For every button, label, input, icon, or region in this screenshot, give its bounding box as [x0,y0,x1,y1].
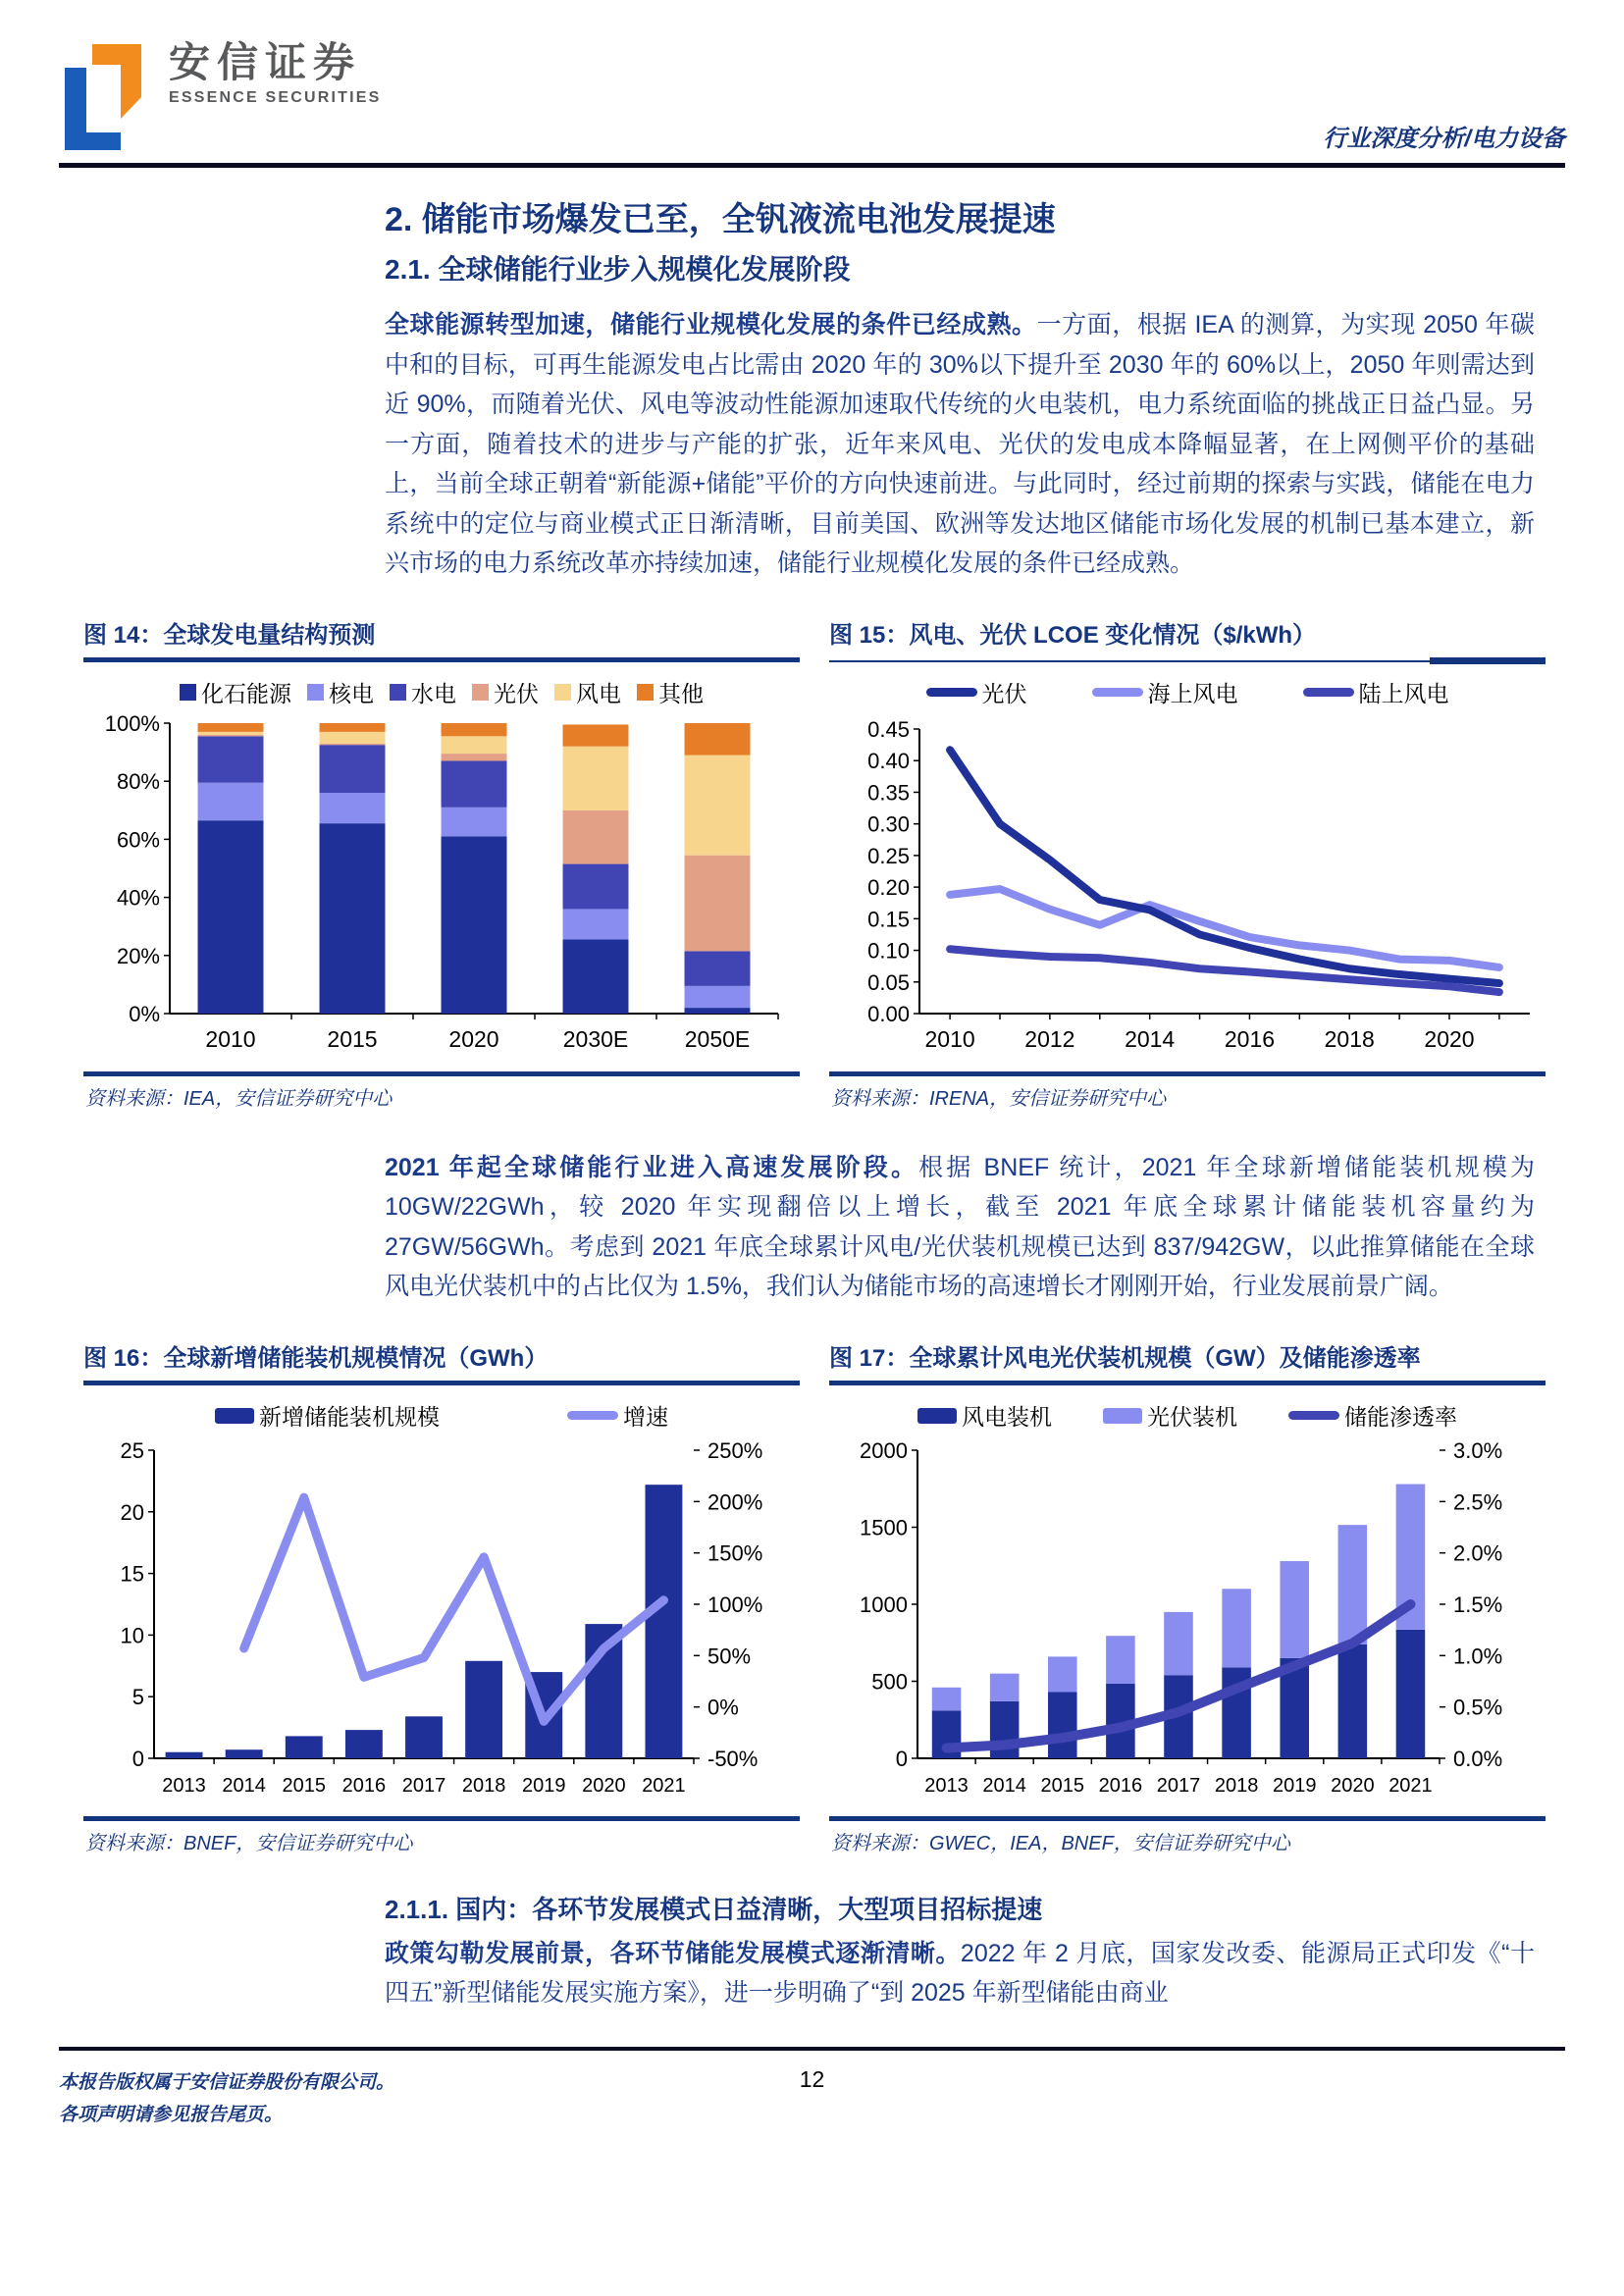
figure-15-source: 资料来源：IRENA，安信证券研究中心 [831,1087,1167,1110]
paragraph-3-body: 2022 年 2 月底，国家发改委、能源局正式印发《“十四五”新型储能发展实施方案》，进一步明确了“到 2025 年新型储能由商业 [385,1939,1535,2007]
svg-text:0.00: 0.00 [867,1001,910,1026]
svg-text:2013: 2013 [924,1774,969,1797]
footer-divider [59,2047,1565,2051]
brand [59,40,382,155]
fig17-chart [829,1436,1545,1801]
svg-text:250%: 250% [707,1437,763,1463]
legend-item [567,1399,668,1432]
legend-label: 水电 [411,681,456,706]
fig15-chart [829,713,1545,1057]
legend-item [180,676,291,708]
paragraph-2-body: 根据 BNEF 统计，2021 年全球新增储能装机规模为 10GW/22GWh，较 2020 年实现翻倍以上增长，截至 2021 年底全球累计储能装机容量约为 27GW/56GWh。考虑到 2021 年底全球累计风电/光伏装机规模已达到 837/942GW，以此推算储能在全球风电光伏装机中的占比仅为 1.5%，我们认为储能市场的高速增长才刚刚开始，行业发展前景广阔。 [385,1153,1535,1300]
svg-text:5: 5 [131,1684,144,1709]
legend-item [554,676,621,708]
figure-row-1 [83,611,1545,1113]
legend-label: 新增储能装机规模 [259,1404,440,1430]
page-footer [59,2047,1565,2145]
paragraph-1-body: 一方面，根据 IEA 的测算，为实现 2050 年碳中和的目标，可再生能源发电占比需由 2020 年的 30%以下提升至 2030 年的 60%以上，2050 年则需达到近 90%，而随着光伏、风电等波动性能源加速取代传统的火电装机，电力系统面临的挑战正日益凸显。另一方面，随着技术的进步与产能的扩张，近年来风电、光伏的发电成本降幅显著，在上网侧平价的基础上，当前全球正朝着“新能源+储能”平价的方向快速前进。与此同时，经过前期的探索与实践，储能在电力系统中的定位与商业模式正日渐清晰，目前美国、欧洲等发达地区储能市场化发展的机制已基本建立，新兴市场的电力系统改革亦持续加速，储能行业规模化发展的条件已经成熟。 [385,311,1535,577]
svg-text:2015: 2015 [282,1774,327,1797]
legend-swatch-icon [926,688,977,697]
subsubsection-title: 2.1.1. 国内：各环节发展模式日益清晰，大型项目招标提速 [385,1894,1043,1924]
svg-text:2013: 2013 [162,1774,206,1797]
figure-14-source: 资料来源：IEA，安信证券研究中心 [85,1087,393,1110]
legend-label: 储能渗透率 [1344,1404,1457,1430]
svg-text:0.25: 0.25 [867,843,910,868]
svg-text:80%: 80% [116,768,160,794]
svg-text:0.5%: 0.5% [1453,1695,1503,1720]
svg-text:2021: 2021 [642,1774,686,1797]
svg-text:0.05: 0.05 [867,969,910,995]
svg-text:2020: 2020 [1424,1025,1475,1052]
body-text-column-2 [385,1148,1535,1307]
svg-text:2017: 2017 [1156,1774,1201,1797]
svg-text:2.0%: 2.0% [1453,1540,1503,1566]
legend-swatch-icon [637,684,654,701]
legend-label: 增速 [623,1404,668,1430]
svg-text:2000: 2000 [860,1437,908,1463]
paragraph-2 [385,1148,1535,1307]
legend-swatch-icon [1103,1408,1142,1424]
svg-text:2010: 2010 [205,1025,256,1052]
svg-text:2014: 2014 [222,1774,266,1797]
legend-swatch-icon [917,1408,957,1424]
svg-text:0: 0 [895,1746,908,1771]
legend-swatch-icon [307,684,324,701]
svg-text:200%: 200% [707,1488,763,1514]
fig14-chart [83,713,800,1057]
legend-item [1092,676,1238,708]
legend-item [1303,676,1449,708]
figure-16-caption: 图 16：全球新增储能装机规模情况（GWh） [83,1344,549,1372]
legend-label: 其他 [658,681,704,706]
page-header [59,0,1565,155]
svg-text:2019: 2019 [521,1774,566,1797]
brand-text [169,40,382,107]
svg-text:0.30: 0.30 [867,811,910,837]
subsection-title: 2.1. 全球储能行业步入规模化发展阶段 [385,254,851,285]
svg-text:2020: 2020 [582,1774,626,1797]
svg-text:2017: 2017 [401,1774,446,1797]
svg-text:2020: 2020 [448,1025,499,1052]
svg-text:10: 10 [120,1622,144,1647]
svg-text:2030E: 2030E [562,1025,629,1052]
figure-17 [829,1334,1545,1857]
legend-item [926,676,1027,708]
legend-swatch-icon [215,1408,254,1424]
svg-text:0.35: 0.35 [867,779,910,805]
legend-label: 光伏 [494,681,539,706]
svg-text:2014: 2014 [982,1774,1026,1797]
figure-16-legend [83,1399,800,1433]
header-divider [59,163,1565,168]
svg-text:2020: 2020 [1331,1774,1375,1797]
section-title: 2. 储能市场爆发已至，全钒液流电池发展提速 [385,201,1056,238]
svg-text:2012: 2012 [1024,1025,1075,1052]
svg-text:0.40: 0.40 [867,748,910,773]
legend-label: 陆上风电 [1358,681,1449,706]
legend-swatch-icon [1288,1411,1339,1420]
legend-label: 光伏装机 [1147,1404,1237,1430]
svg-text:2015: 2015 [327,1025,378,1052]
svg-text:2050E: 2050E [684,1025,751,1052]
svg-text:0: 0 [131,1746,144,1771]
legend-swatch-icon [554,684,571,701]
legend-label: 风电 [576,681,621,706]
svg-text:2019: 2019 [1272,1774,1317,1797]
svg-text:20%: 20% [116,943,160,968]
legend-swatch-icon [180,684,196,701]
figure-17-source: 资料来源：GWEC，IEA，BNEF，安信证券研究中心 [831,1832,1290,1854]
svg-text:2018: 2018 [1324,1025,1375,1052]
svg-text:0.15: 0.15 [867,906,910,931]
svg-text:0.20: 0.20 [867,874,910,900]
svg-text:0.0%: 0.0% [1453,1746,1503,1771]
figure-15-legend [829,676,1545,709]
paragraph-2-lead: 2021 年起全球储能行业进入高速发展阶段。 [385,1153,919,1181]
svg-text:2014: 2014 [1125,1025,1176,1052]
legend-swatch-icon [567,1411,618,1420]
figure-14-caption-rule [83,657,800,662]
svg-text:100%: 100% [707,1592,763,1617]
fig16-chart [83,1436,800,1801]
paragraph-3 [385,1934,1535,2013]
svg-text:1500: 1500 [860,1515,908,1539]
legend-swatch-icon [390,684,406,701]
paragraph-3-lead: 政策勾勒发展前景，各环节储能发展模式逐渐清晰。 [385,1939,961,1967]
svg-text:2018: 2018 [1214,1774,1259,1797]
figure-15-caption-rule [829,660,1545,662]
svg-text:50%: 50% [707,1643,752,1668]
figure-16-source: 资料来源：BNEF，安信证券研究中心 [85,1832,413,1854]
svg-text:2016: 2016 [341,1774,387,1797]
svg-text:500: 500 [871,1669,908,1694]
essence-logo-icon [59,40,153,155]
svg-text:20: 20 [120,1499,144,1525]
svg-text:2021: 2021 [1388,1774,1433,1797]
figure-17-caption-rule [829,1381,1545,1385]
footer-content [59,2066,1565,2145]
svg-text:0.10: 0.10 [867,938,910,964]
svg-text:2016: 2016 [1224,1025,1276,1052]
figure-14-caption: 图 14：全球发电量结构预测 [83,621,376,649]
svg-text:3.0%: 3.0% [1453,1437,1503,1463]
svg-text:150%: 150% [707,1540,763,1566]
legend-swatch-icon [472,684,489,701]
legend-item [917,1399,1052,1432]
legend-item [307,676,374,708]
svg-text:2018: 2018 [461,1774,506,1797]
footer-line-2: 各项声明请参见报告尾页。 [59,2104,284,2125]
figure-16-caption-rule [83,1381,800,1385]
svg-text:15: 15 [120,1561,144,1587]
svg-text:0%: 0% [129,1001,160,1026]
figure-15 [829,611,1545,1113]
svg-text:2.5%: 2.5% [1453,1488,1503,1514]
legend-label: 海上风电 [1147,681,1238,706]
svg-text:1.0%: 1.0% [1453,1643,1503,1668]
legend-item [1288,1399,1457,1432]
figure-17-caption: 图 17：全球累计风电光伏装机规模（GW）及储能渗透率 [829,1344,1421,1372]
body-text-column-3 [385,1891,1535,2013]
figure-14-legend [83,676,800,709]
legend-label: 化石能源 [201,681,291,706]
figure-17-legend [829,1399,1545,1433]
legend-item [637,676,704,708]
legend-label: 风电装机 [962,1404,1052,1430]
legend-item [1103,1399,1237,1432]
svg-text:0%: 0% [707,1695,739,1720]
svg-text:40%: 40% [116,885,160,911]
svg-text:1000: 1000 [860,1592,908,1617]
svg-text:25: 25 [120,1437,144,1463]
figure-14 [83,611,800,1113]
svg-text:60%: 60% [116,826,160,852]
footer-line-1: 本报告版权属于安信证券股份有限公司。 [59,2071,395,2093]
figure-15-caption: 图 15：风电、光伏 LCOE 变化情况（$/kWh） [829,621,1317,649]
legend-item [390,676,456,708]
figure-16 [83,1334,800,1857]
brand-name-en: ESSENCE SECURITIES [169,89,382,106]
svg-text:0.45: 0.45 [867,716,910,742]
legend-label: 光伏 [981,681,1027,706]
legend-item [215,1399,440,1432]
svg-text:1.5%: 1.5% [1453,1592,1503,1617]
brand-name-cn: 安信证券 [169,39,362,85]
figure-row-2 [83,1334,1545,1857]
legend-label: 核电 [329,681,374,706]
svg-text:2016: 2016 [1098,1774,1143,1797]
legend-swatch-icon [1092,688,1143,697]
svg-text:2015: 2015 [1040,1774,1085,1797]
page-number: 12 [799,2065,825,2092]
report-category: 行业深度分析/电力设备 [1323,126,1565,152]
paragraph-1-lead: 全球能源转型加速，储能行业规模化发展的条件已经成熟。 [385,311,1037,339]
legend-swatch-icon [1303,688,1354,697]
legend-item [472,676,539,708]
svg-text:-50%: -50% [707,1746,759,1771]
body-text-column [385,197,1535,584]
paragraph-1 [385,305,1535,584]
svg-text:2010: 2010 [924,1025,975,1052]
svg-text:100%: 100% [104,712,160,736]
